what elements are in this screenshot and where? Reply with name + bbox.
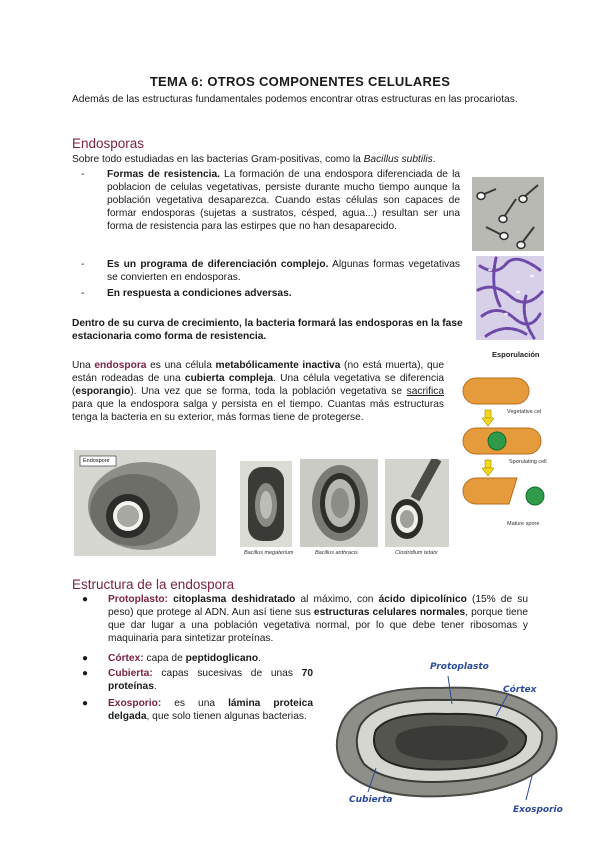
mature-spore-label: Mature spore xyxy=(507,521,540,527)
endosporas-item: - En respuesta a condiciones adversas. xyxy=(81,288,292,299)
clostridium-tetani-image xyxy=(385,459,449,547)
intro-paragraph: Además de las estructuras fundamentales podemos encontrar otras estructuras en las procariotas. xyxy=(72,94,518,105)
vegetative-label: Vegetative cel xyxy=(507,409,542,415)
caption-tetani: Clostridium tetani xyxy=(395,550,438,556)
estructura-item-exosporio: ● Exosporio: es una lámina proteica delgada, que solo tienen algunas bacterias. xyxy=(82,698,313,722)
endosporas-intro: Sobre todo estudiadas en las bacterias Gram-positivas, como la Bacillus subtilis. xyxy=(72,154,436,165)
bacillus-anthracis-image xyxy=(300,459,378,547)
mature-spore xyxy=(526,487,544,505)
estructura-item-cortex: ● Córtex: capa de peptidoglicano. xyxy=(82,653,261,664)
arrow-down-icon xyxy=(482,418,494,426)
label-exosporio: Exosporio xyxy=(513,805,563,815)
section-heading-estructura: Estructura de la endospora xyxy=(72,577,235,592)
label-cubierta: Cubierta xyxy=(349,795,393,805)
endosporas-item: - Es un programa de diferenciación complejo. Algunas formas vegetativas se convierten en endosporas. xyxy=(81,259,460,283)
spore-photo-image xyxy=(472,177,544,251)
sporulation-diagram xyxy=(455,360,551,520)
endospora-description: Una endospora es una célula metabólicamente inactiva (no está muerta), que están rodeadas de una cubierta compleja. Una célula vegetativa se diferencia (esporangio). Una vez que se forma, toda la población vegetativa se sacrifica para que la endospora salga y persista en el tiempo. Cuantas más estructuras tenga la bacteria en su exterior, más formas tiene de protegerse. xyxy=(72,360,444,423)
lysed-cell xyxy=(463,478,517,504)
endospore-micrograph-image xyxy=(74,450,216,556)
forespore xyxy=(488,432,506,450)
endospore-tag: Endospore xyxy=(83,458,110,464)
label-protoplasto: Protoplasto xyxy=(430,662,489,672)
section-heading-endosporas: Endosporas xyxy=(72,136,145,151)
caption-megaterium: Bacillus megaterium xyxy=(244,550,294,556)
endosporas-item: - Formas de resistencia. La formación de una endospora diferenciada de la poblacion de celulas vegetativas, persiste durante mucho tiempo aunque la población vegetativa desaparezca. Cuando estas células son capaces de formar endosporas (sujetas a sustratos, césped, agua...) resultan ser una forma de resistencia para las estirpes que no han desaparecido. xyxy=(81,169,460,232)
estructura-item-protoplasto: ● Protoplasto: citoplasma deshidratado al máximo, con ácido dipicolínico (15% de su peso) que protege al ADN. Aun así tiene sus estructuras celulares normales, porque tiene que dar lugar a una población vegetativa normal, por lo que debe tener ribosomas y maquinaria para sintetizar proteínas. xyxy=(82,594,529,644)
caption-anthracis: Bacillus anthracis xyxy=(315,550,358,556)
stained-bacteria-image xyxy=(476,256,544,340)
estructura-item-cubierta: ● Cubierta: capas sucesivas de unas 70 proteínas. xyxy=(82,668,313,692)
sporulation-title: Esporulación xyxy=(492,350,540,359)
bacillus-megaterium-image xyxy=(240,461,292,547)
page-title: TEMA 6: OTROS COMPONENTES CELULARES xyxy=(149,74,451,89)
arrow-down-icon xyxy=(482,468,494,476)
vegetative-cell xyxy=(463,378,529,404)
growth-curve-paragraph: Dentro de su curva de crecimiento, la bacteria formará las endosporas en la fase estacionaria como forma de resistencia. xyxy=(72,318,463,342)
sporulating-label: Sporulating cell xyxy=(509,459,547,465)
label-cortex: Córtex xyxy=(503,685,537,695)
species-name: Bacillus subtilis xyxy=(363,154,433,165)
